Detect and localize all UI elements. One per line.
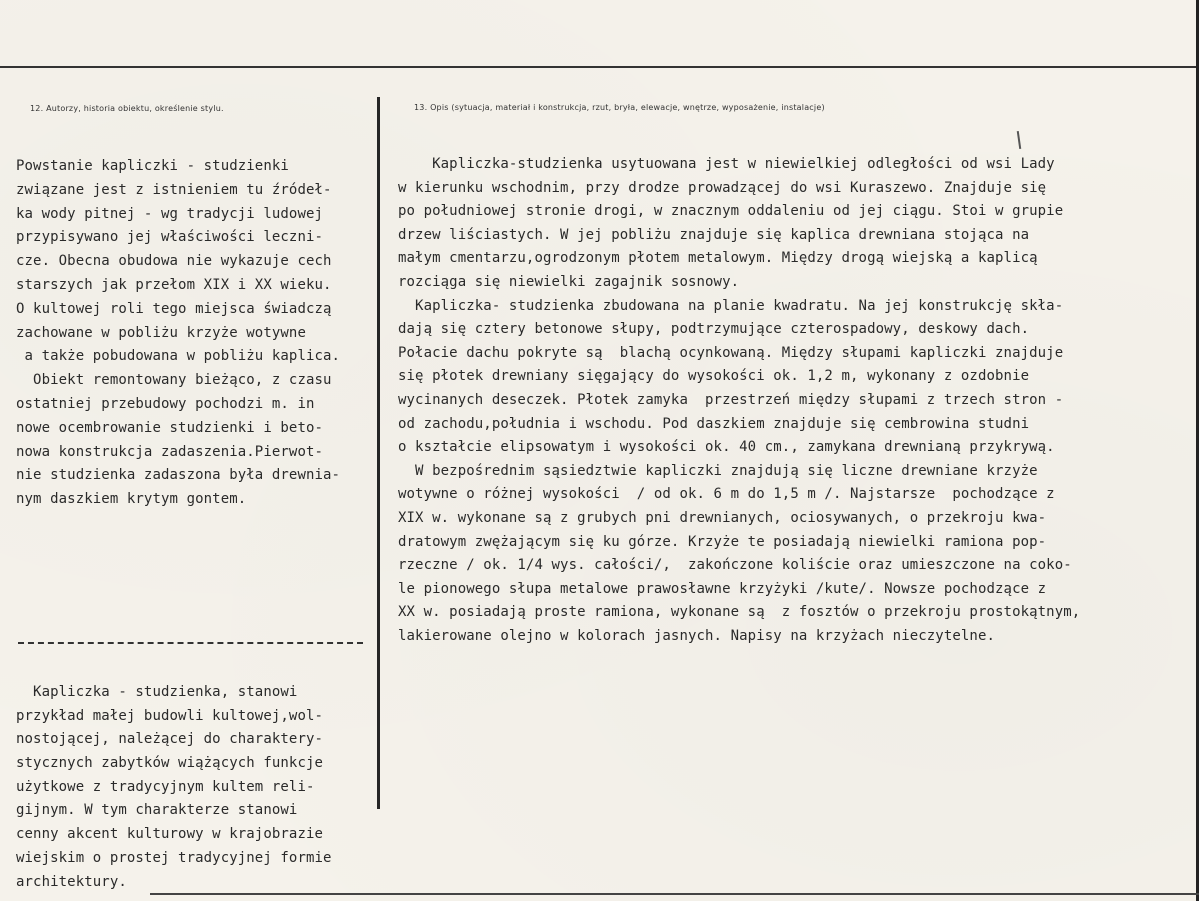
- text-line: Połacie dachu pokryte są blachą ocynkowaną. Między słupami kapliczki znajduje: [398, 344, 1064, 361]
- text-line: nostojącej, należącej do charaktery-: [16, 731, 324, 748]
- text-line: o kształcie elipsowatym i wysokości ok. 40 cm., zamykana drewnianą przykrywą.: [398, 439, 1055, 456]
- section-12-label: 12. Autorzy, historia obiektu, określenie stylu.: [30, 104, 224, 113]
- text-line: W bezpośrednim sąsiedztwie kapliczki znajdują się liczne drewniane krzyże: [398, 462, 1038, 479]
- text-line: nowa konstrukcja zadaszenia.Pierwot-: [16, 443, 324, 460]
- text-line: XIX w. wykonane są z grubych pni drewnianych, ociosywanych, o przekroju kwa-: [398, 509, 1047, 526]
- text-line: przykład małej budowli kultowej,wol-: [16, 707, 324, 724]
- text-line: cenny akcent kulturowy w krajobrazie: [16, 826, 324, 843]
- text-line: wiejskim o prostej tradycyjnej formie: [16, 849, 332, 866]
- text-line: XX w. posiadają proste ramiona, wykonane są z fosztów o przekroju prostokątnym,: [398, 604, 1081, 621]
- dashed-separator: [18, 642, 363, 644]
- text-line: Kapliczka-studzienka usytuowana jest w niewielkiej odległości od wsi Lady: [398, 156, 1055, 172]
- text-line: Kapliczka - studzienka, stanowi: [16, 684, 298, 700]
- column-divider: [377, 97, 380, 809]
- text-line: użytkowe z tradycyjnym kultem reli-: [16, 778, 315, 795]
- text-line: wotywne o różnej wysokości / od ok. 6 m do 1,5 m /. Najstarsze pochodzące z: [398, 486, 1055, 503]
- text-line: Kapliczka- studzienka zbudowana na planie kwadratu. Na jej konstrukcję skła-: [398, 297, 1064, 314]
- section-13-label: 13. Opis (sytuacja, materiał i konstrukcja, rzut, bryła, elewacje, wnętrze, wyposażenie, instalacje): [414, 103, 825, 112]
- text-line: lakierowane olejno w kolorach jasnych. Napisy na krzyżach nieczytelne.: [398, 627, 996, 644]
- text-line: starszych jak przełom XIX i XX wieku.: [16, 276, 332, 293]
- text-line: zachowane w pobliżu krzyże wotywne: [16, 324, 306, 341]
- text-line: nie studzienka zadaszona była drewnia-: [16, 467, 341, 484]
- text-line: rozciąga się niewielki zagajnik sosnowy.: [398, 273, 740, 290]
- text-line: ka wody pitnej - wg tradycji ludowej: [16, 205, 324, 222]
- text-line: przypisywano jej właściwości leczni-: [16, 229, 324, 246]
- text-line: po południowej stronie drogi, w znacznym oddaleniu od jej ciągu. Stoi w grupie: [398, 203, 1064, 220]
- text-line: architektury.: [16, 873, 127, 890]
- history-text-block: [16, 155, 340, 512]
- text-line: małym cmentarzu,ogrodzonym płotem metalowym. Między drogą wiejską a kaplicą: [398, 250, 1038, 267]
- text-line: a także pobudowana w pobliżu kaplica.: [16, 348, 341, 365]
- text-line: ostatniej przebudowy pochodzi m. in: [16, 395, 315, 412]
- style-text-block: [16, 681, 332, 894]
- text-line: drzew liściastych. W jej pobliżu znajduje się kaplica drewniana stojąca na: [398, 226, 1030, 243]
- text-line: od zachodu,południa i wschodu. Pod daszkiem znajduje się cembrowina studni: [398, 415, 1030, 432]
- text-line: stycznych zabytków wiążących funkcje: [16, 755, 324, 772]
- text-line: cze. Obecna obudowa nie wykazuje cech: [16, 253, 332, 270]
- text-line: dają się cztery betonowe słupy, podtrzymujące czterospadowy, deskowy dach.: [398, 321, 1030, 338]
- text-line: związane jest z istnieniem tu źródeł-: [16, 181, 332, 198]
- text-line: nowe ocembrowanie studzienki i beto-: [16, 419, 324, 436]
- text-line: gijnym. W tym charakterze stanowi: [16, 802, 298, 819]
- text-line: dratowym zwężającym się ku górze. Krzyże te posiadają niewielki ramiona pop-: [398, 533, 1047, 550]
- text-line: Powstanie kapliczki - studzienki: [16, 158, 289, 174]
- text-line: rzeczne / ok. 1/4 wys. całości/, zakończone koliście oraz umieszczone na coko-: [398, 557, 1072, 574]
- text-line: w kierunku wschodnim, przy drodze prowadzącej do wsi Kuraszewo. Znajduje się: [398, 179, 1047, 196]
- text-line: nym daszkiem krytym gontem.: [16, 491, 247, 508]
- text-line: O kultowej roli tego miejsca świadczą: [16, 300, 332, 317]
- text-line: się płotek drewniany sięgający do wysokości ok. 1,2 m, wykonany z ozdobnie: [398, 368, 1030, 385]
- top-border-line: [0, 66, 1199, 68]
- text-line: Obiekt remontowany bieżąco, z czasu: [16, 372, 332, 389]
- text-line: wycinanych deseczek. Płotek zamyka przestrzeń między słupami z trzech stron -: [398, 391, 1064, 408]
- description-text-block: [398, 153, 1080, 648]
- text-line: le pionowego słupa metalowe prawosławne krzyżyki /kute/. Nowsze pochodzące z: [398, 580, 1047, 597]
